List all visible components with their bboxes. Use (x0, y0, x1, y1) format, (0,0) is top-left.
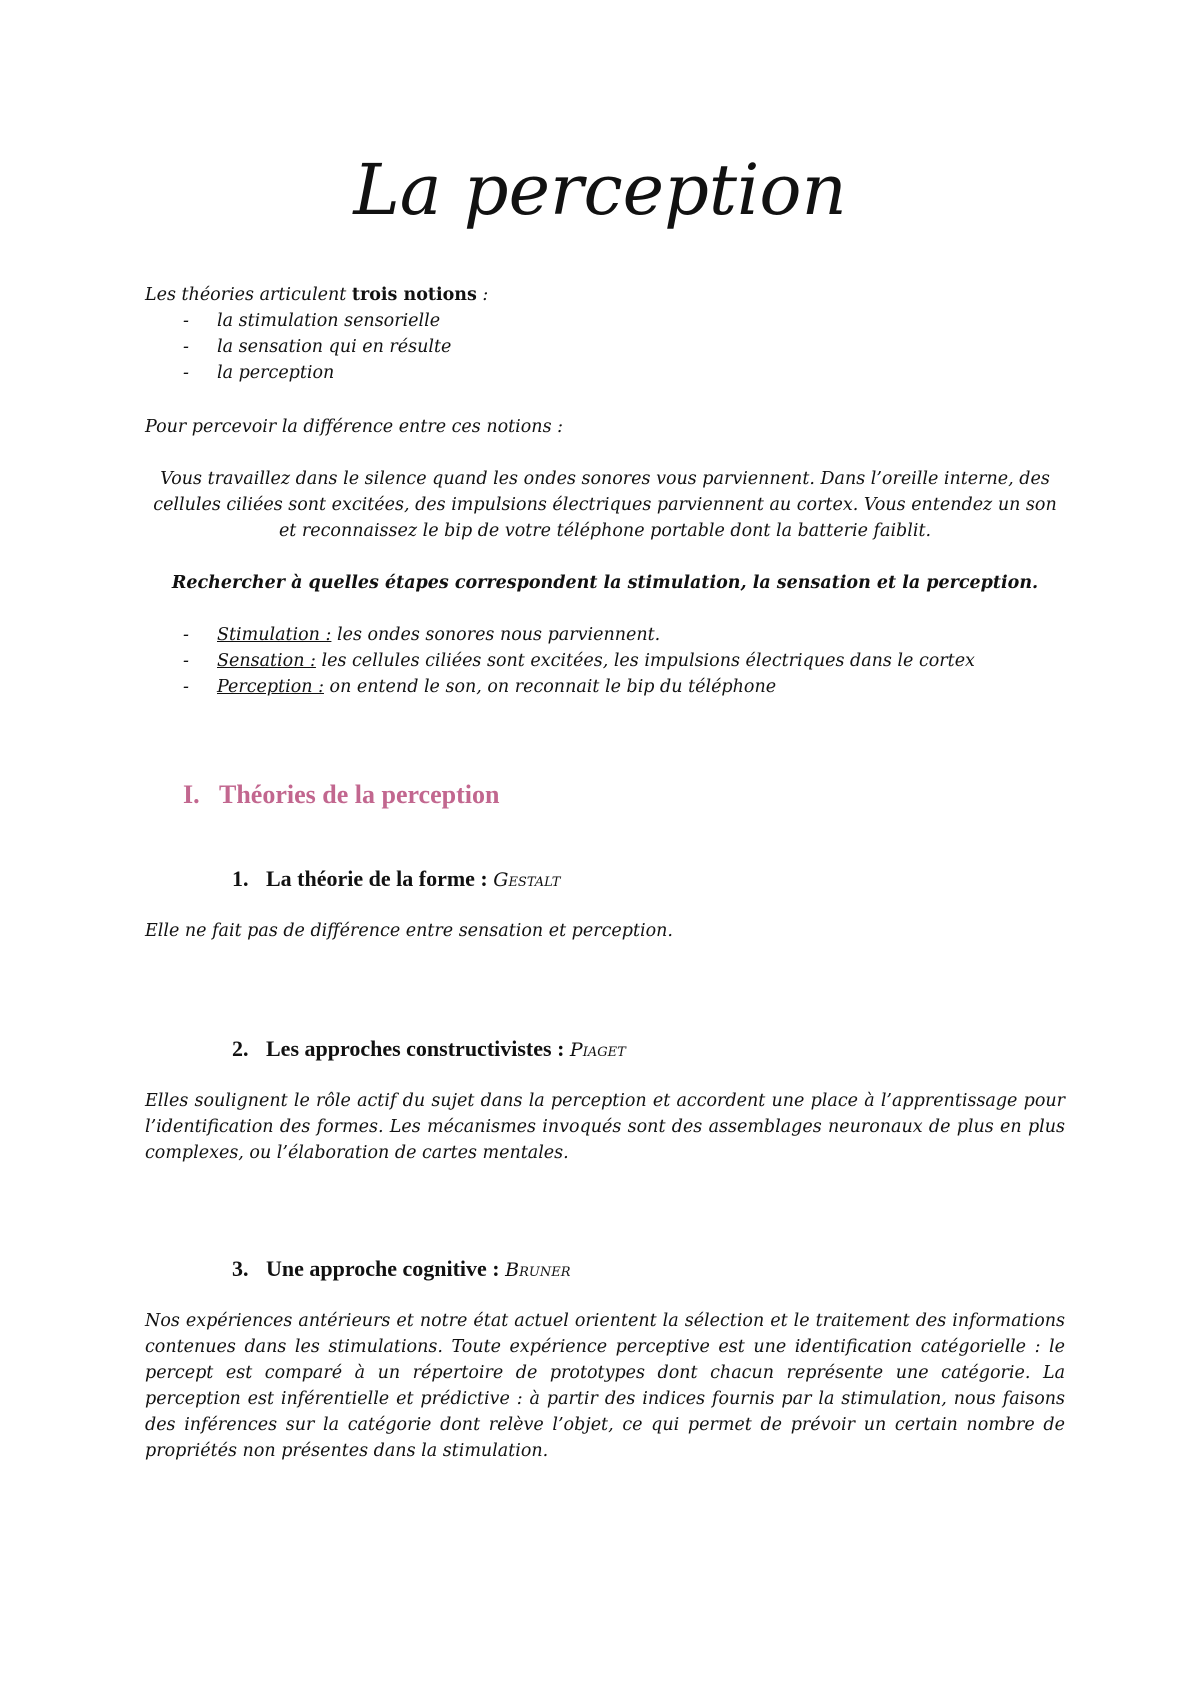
intro-lead-end: : (476, 285, 489, 305)
subsection-paragraph: Nos expériences antérieurs et notre état actuel orientent la sélection et le traitement des informations contenues dans les stimulations. Toute expérience perceptive est une identification catégorielle : le percept est comparé à un répertoire de prototypes dont chacun représente une catégorie. La perception est inférentielle et prédictive : à partir des indices fournis par la stimulation, nous faisons des inférences sur la catégorie dont relève l’objet, ce qui permet de prévoir un certain nombre de propriétés non présentes dans la stimulation. (145, 1311, 1065, 1461)
subsection-heading-text: La théorie de la forme : (266, 866, 494, 891)
page-title: La perception (353, 149, 847, 231)
subsection-number: 3. (232, 1256, 249, 1281)
example-paragraph (145, 466, 1065, 544)
list-item: - la stimulation sensorielle (183, 311, 441, 331)
section-number: I. (183, 780, 200, 809)
step-text: on entend le son, on reconnait le bip du téléphone (323, 677, 777, 697)
section-heading-text: Théories de la perception (219, 780, 500, 809)
subsection-heading (232, 1254, 571, 1285)
example-line: Vous travaillez dans le silence quand les ondes sonores vous parviennent. Dans l’oreille interne, des (160, 469, 1050, 489)
subsection-heading (232, 864, 560, 895)
section-heading (183, 778, 499, 812)
author-name: Piaget (569, 1039, 626, 1061)
subsection-number: 2. (232, 1036, 249, 1061)
list-item-text: la perception (217, 363, 335, 383)
list-item: - Sensation : les cellules ciliées sont excitées, les impulsions électriques dans le cortex (183, 651, 975, 671)
subsection-heading-text: Une approche cognitive : (266, 1256, 506, 1281)
question-paragraph: Rechercher à quelles étapes correspondent la stimulation, la sensation et la perception. (171, 573, 1039, 593)
list-item: - Perception : on entend le son, on reconnait le bip du téléphone (183, 677, 777, 697)
subsection-heading-text: Les approches constructivistes : (266, 1036, 570, 1061)
subsection-number: 1. (232, 866, 249, 891)
intro-lead-bold: trois notions (351, 285, 477, 305)
step-term: Sensation : (217, 651, 316, 671)
author-name: Gestalt (493, 869, 561, 891)
list-item: - la perception (183, 363, 335, 383)
list-item: - la sensation qui en résulte (183, 337, 452, 357)
prompt-paragraph: Pour percevoir la différence entre ces notions : (145, 417, 564, 437)
example-line: et reconnaissez le bip de votre téléphone portable dont la batterie faiblit. (278, 521, 932, 541)
step-term: Perception : (217, 677, 324, 697)
subsection-paragraph: Elle ne fait pas de différence entre sensation et perception. (145, 921, 673, 941)
author-name: Bruner (505, 1259, 571, 1281)
list-item-text: la stimulation sensorielle (217, 311, 441, 331)
step-text: les cellules ciliées sont excitées, les impulsions électriques dans le cortex (315, 651, 975, 671)
step-term: Stimulation : (217, 625, 332, 645)
intro-section (145, 282, 1065, 386)
subsection-heading (232, 1034, 626, 1065)
steps-section (145, 622, 1065, 700)
intro-lead-text: Les théories articulent (145, 285, 352, 305)
list-item: - Stimulation : les ondes sonores nous parviennent. (183, 625, 661, 645)
intro-lead (145, 282, 1065, 308)
list-item-text: la sensation qui en résulte (217, 337, 452, 357)
subsection-paragraph: Elles soulignent le rôle actif du sujet dans la perception et accordent une place à l’apprentissage pour l’identification des formes. Les mécanismes invoqués sont des assemblages neuronaux de plus en plus complexes, ou l’élaboration de cartes mentales. (145, 1091, 1065, 1163)
steps-list (145, 622, 1065, 700)
example-line: cellules ciliées sont excitées, des impulsions électriques parviennent au cortex. Vous entendez un son (153, 495, 1057, 515)
step-text: les ondes sonores nous parviennent. (331, 625, 661, 645)
notions-list (145, 308, 1065, 386)
